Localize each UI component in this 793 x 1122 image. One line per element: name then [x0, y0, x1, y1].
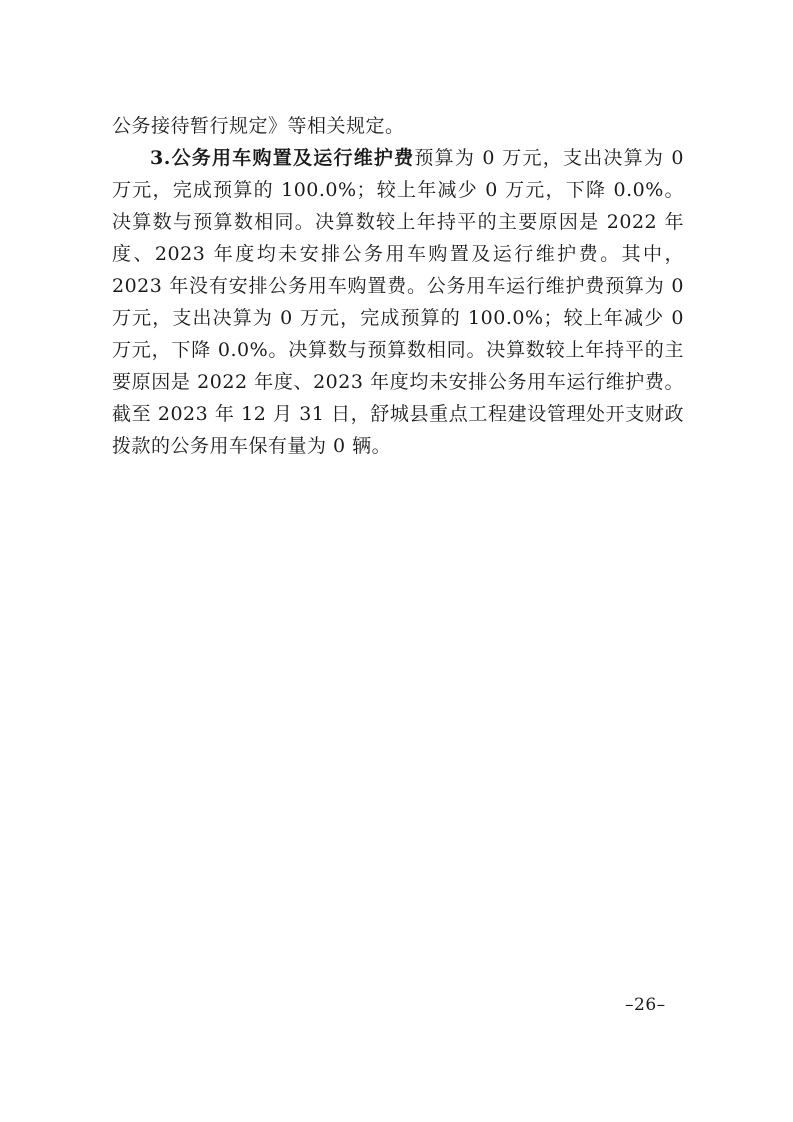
body-text [112, 110, 684, 462]
page-number: –26– [625, 995, 666, 1015]
section-3-body: 预算为 0 万元，支出决算为 0 万元，完成预算的 100.0%；较上年减少 0 万元，下降 0.0%。决算数与预算数相同。决算数较上年持平的主要原因是 2022 年度、2023 年度均未安排公务用车购置及运行维护费。其中，2023 年没有安排公务用车购置费。公务用车运行维护费预算为 0 万元，支出决算为 0 万元，完成预算的 100.0%；较上年减少 0 万元，下降 0.0%。决算数与预算数相同。决算数较上年持平的主要原因是 2022 年度、2023 年度均未安排公务用车运行维护费。截至 2023 年 12 月 31 日，舒城县重点工程建设管理处开支财政拨款的公务用车保有量为 0 辆。 [112, 147, 684, 457]
section-3-heading: 3.公务用车购置及运行维护费 [150, 147, 415, 169]
section-3-paragraph [112, 142, 684, 462]
continuation-paragraph: 公务接待暂行规定》等相关规定。 [112, 115, 405, 137]
